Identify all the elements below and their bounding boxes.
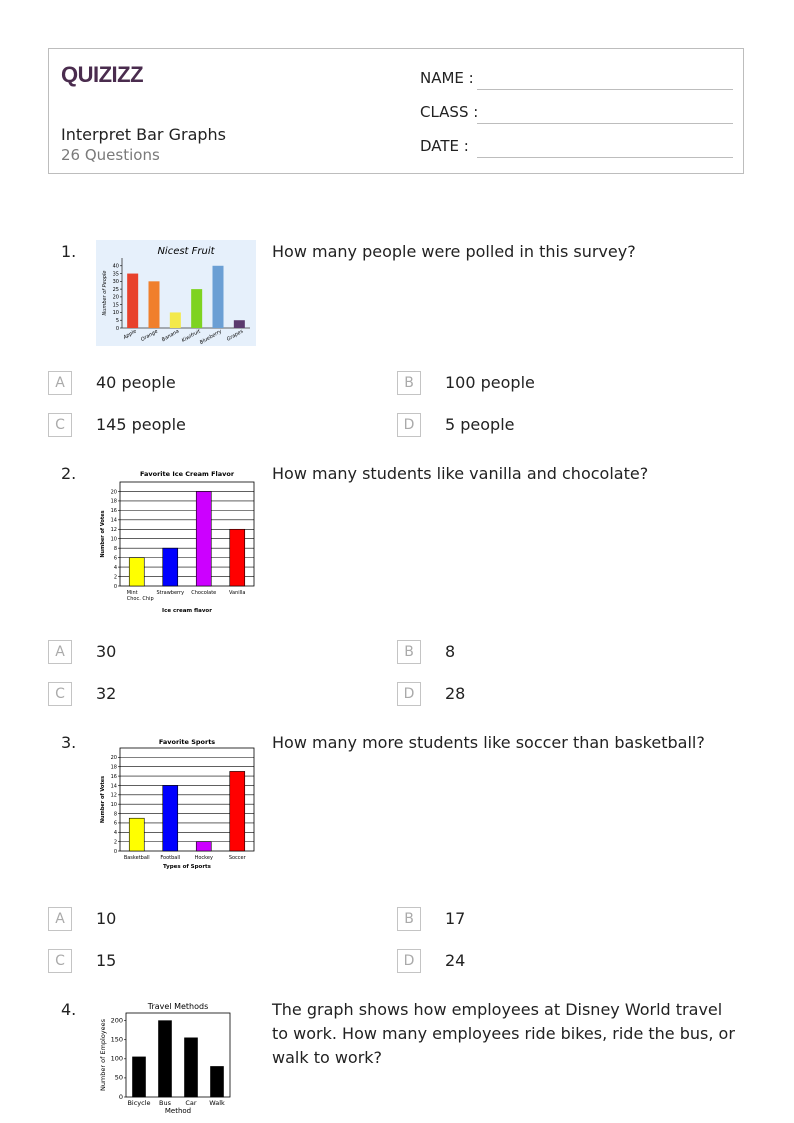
bar [230,771,245,851]
question-number: 4. [61,1000,77,1019]
y-tick-label: 4 [113,830,117,837]
brand-wordmark: QUIZIZZ [61,62,144,87]
x-category-label: Walk [209,1099,225,1107]
option-a-box[interactable]: A [48,640,72,664]
x-category-label: Mint [126,590,138,596]
question-text: How many students like vanilla and chocolate? [272,464,649,483]
y-tick-label: 10 [110,801,117,808]
bar [196,842,211,851]
option-d-box[interactable]: D [397,413,421,437]
question-number: 3. [61,733,77,752]
chart-title: Nicest Fruit [157,246,215,257]
y-tick-label: 18 [110,764,117,771]
question-number: 1. [61,242,77,261]
y-tick-label: 40 [112,263,119,270]
option-b-box[interactable]: B [397,907,421,931]
travel-methods-chart [96,1000,236,1118]
x-category-label: Bus [159,1099,171,1107]
option-a-text[interactable]: 30 [96,642,117,661]
y-tick-label: 14 [110,517,117,524]
name-label: NAME : [420,69,474,87]
y-tick-label: 10 [110,536,117,543]
y-tick-label: 4 [113,564,117,571]
option-d-box[interactable]: D [397,949,421,973]
x-category-label: Football [160,855,181,861]
bar [159,1021,172,1097]
option-a-text[interactable]: 40 people [96,373,176,392]
y-tick-label: 20 [110,489,117,496]
date-input-line[interactable] [477,157,733,158]
bar [133,1057,146,1097]
chart-title: Favorite Sports [158,738,216,746]
bar [149,281,160,328]
y-tick-label: 100 [110,1054,123,1063]
bar [234,320,245,328]
bar [163,548,178,586]
option-d-text[interactable]: 5 people [445,415,515,434]
chart-title: Favorite Ice Cream Flavor [139,470,235,478]
x-category-label: Choc. Chip [126,596,154,602]
option-d-text[interactable]: 28 [445,684,466,703]
option-c-box[interactable]: C [48,682,72,706]
bar [127,274,138,328]
y-tick-label: 2 [113,574,117,581]
chart-title: Travel Methods [147,1002,209,1011]
x-category-label: Car [185,1099,197,1107]
y-tick-label: 2 [113,839,117,846]
bar [230,529,245,586]
y-tick-label: 6 [113,555,117,562]
y-tick-label: 0 [115,325,119,332]
x-category-label: Bicycle [127,1099,151,1107]
y-tick-label: 10 [112,310,119,317]
bar [213,266,224,328]
worksheet-title: Interpret Bar Graphs [61,125,226,144]
x-axis-label: Method [164,1107,192,1115]
class-label: CLASS : [420,103,479,121]
question-number: 2. [61,464,77,483]
bar [129,558,144,586]
y-tick-label: 15 [112,302,119,309]
y-tick-label: 0 [113,848,117,855]
y-tick-label: 12 [110,527,117,534]
y-tick-label: 20 [110,755,117,762]
name-input-line[interactable] [477,89,733,90]
option-b-box[interactable]: B [397,640,421,664]
favorite-sports-chart [96,736,256,872]
y-tick-label: 0 [118,1092,123,1101]
x-category-label: Apple [122,328,138,341]
y-tick-label: 6 [113,820,117,827]
option-c-text[interactable]: 15 [96,951,117,970]
y-tick-label: 16 [110,508,117,515]
worksheet-header [48,48,744,174]
bar [129,818,144,851]
bar [191,289,202,328]
y-tick-label: 8 [113,545,117,552]
option-d-text[interactable]: 24 [445,951,466,970]
option-a-box[interactable]: A [48,371,72,395]
ice-cream-chart [96,466,256,616]
x-category-label: Basketball [123,855,150,861]
nicest-fruit-chart [96,240,256,346]
question-text: How many people were polled in this survey? [272,242,636,261]
y-tick-label: 25 [112,286,119,293]
option-a-box[interactable]: A [48,907,72,931]
bar [185,1038,198,1097]
x-category-label: Hockey [194,855,213,861]
bar [163,785,178,851]
y-axis-label: Number of Employees [99,1018,107,1092]
y-tick-label: 200 [110,1016,123,1025]
x-category-label: Chocolate [191,590,217,596]
option-c-text[interactable]: 145 people [96,415,186,434]
quizizz-logo [61,61,153,87]
option-b-box[interactable]: B [397,371,421,395]
x-category-label: Soccer [228,855,246,861]
class-input-line[interactable] [477,123,733,124]
date-label: DATE : [420,137,469,155]
question-text: The graph shows how employees at Disney World travel to work. How many employees ride bikes, ride the bus, or walk to work? [272,1000,735,1067]
question-count: 26 Questions [61,146,160,164]
option-a-text[interactable]: 10 [96,909,117,928]
x-category-label: Grapes [225,328,245,343]
option-c-box[interactable]: C [48,949,72,973]
y-tick-label: 16 [110,773,117,780]
option-c-box[interactable]: C [48,413,72,437]
y-tick-label: 30 [112,279,119,286]
x-category-label: Vanilla [229,590,246,596]
y-tick-label: 12 [110,792,117,799]
x-axis-label: Types of Sports [163,864,211,870]
bar [211,1066,224,1097]
x-category-label: Banana [160,328,181,344]
y-tick-label: 150 [110,1035,123,1044]
option-d-box[interactable]: D [397,682,421,706]
x-category-label: Strawberry [156,590,185,596]
option-b-text[interactable]: 17 [445,909,466,928]
y-tick-label: 14 [110,783,117,790]
bar [196,491,211,586]
x-category-label: Orange [139,328,159,343]
y-tick-label: 20 [112,294,119,301]
x-category-label: Kiwifruit [180,328,202,344]
y-tick-label: 18 [110,498,117,505]
y-tick-label: 50 [114,1073,123,1082]
y-axis-label: Number of Votes [100,510,106,558]
question-text: How many more students like soccer than basketball? [272,733,705,752]
bar [170,312,181,328]
option-b-text[interactable]: 8 [445,642,456,661]
y-tick-label: 0 [113,583,117,590]
option-c-text[interactable]: 32 [96,684,117,703]
y-tick-label: 5 [115,318,119,325]
y-axis-label: Number of People [102,270,108,316]
x-category-label: Blueberry [198,328,223,346]
y-tick-label: 35 [112,271,119,278]
y-axis-label: Number of Votes [100,775,106,824]
y-tick-label: 8 [113,811,117,818]
x-axis-label: Ice cream flavor [162,608,212,614]
option-b-text[interactable]: 100 people [445,373,535,392]
